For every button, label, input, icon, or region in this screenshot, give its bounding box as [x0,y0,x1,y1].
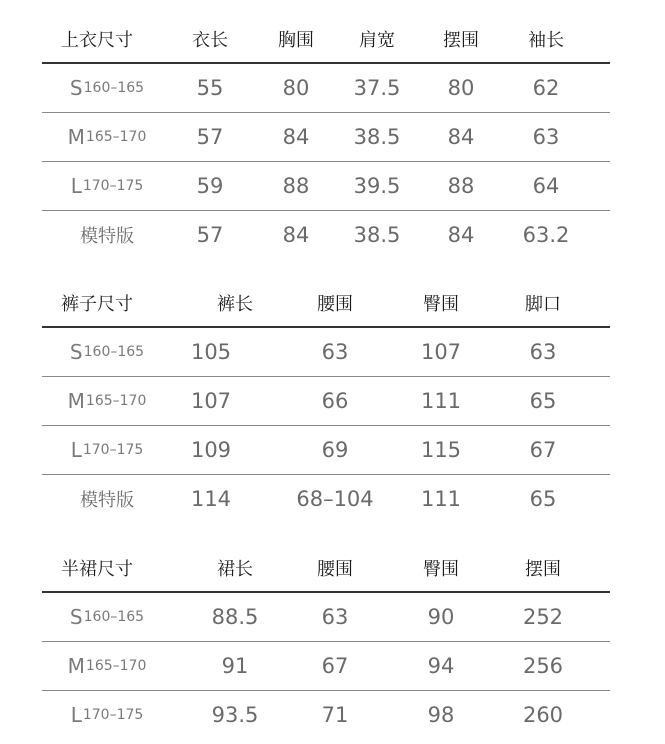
header-cell: 袖长 [528,30,564,51]
value-cell: 68–104 [296,487,374,511]
value-cell: 57 [196,125,224,149]
size-cell [42,691,172,739]
value-cell: 37.5 [353,76,401,100]
table-row [42,691,610,739]
skirt-header-row [42,545,610,593]
header-cell: 半裙尺寸 [61,559,133,580]
table-row [42,593,610,642]
value-cell: 67 [321,654,349,678]
size-letter: S [69,605,83,629]
value-cell: 65 [529,389,557,413]
size-letter: S [69,340,83,364]
top-header-row [42,16,610,64]
table-row [42,642,610,691]
skirt-size-table [42,545,610,739]
value-cell: 64 [532,174,560,198]
height-range: 165–170 [85,129,147,145]
header-cell: 臀围 [423,559,459,580]
size-cell [42,593,172,641]
value-cell: 88 [282,174,310,198]
value-cell: 55 [196,76,224,100]
value-cell: 90 [427,605,455,629]
value-cell: 65 [529,487,557,511]
header-cell: 腰围 [317,559,353,580]
header-cell: 衣长 [192,30,228,51]
value-cell: 256 [522,654,564,678]
table-row [42,426,610,475]
value-cell: 59 [196,174,224,198]
value-cell: 114 [190,487,232,511]
size-letter: S [69,76,83,100]
value-cell: 252 [522,605,564,629]
size-cell [42,328,172,376]
header-cell: 胸围 [278,30,314,51]
value-cell: 67 [529,438,557,462]
header-cell: 臀围 [423,294,459,315]
header-cell: 摆围 [443,30,479,51]
value-cell: 71 [321,703,349,727]
value-cell: 69 [321,438,349,462]
value-cell: 63 [321,340,349,364]
top-size-table [42,16,610,259]
model-version-label: 模特版 [80,226,134,247]
value-cell: 93.5 [211,703,259,727]
height-range: 160–165 [83,609,145,625]
value-cell: 260 [522,703,564,727]
value-cell: 57 [196,223,224,247]
size-letter: L [70,174,82,198]
height-range: 170–175 [82,442,144,458]
size-letter: L [70,703,82,727]
size-letter: L [70,438,82,462]
value-cell: 63.2 [522,223,570,247]
size-cell [42,113,172,161]
header-cell: 脚口 [525,294,561,315]
size-letter: M [67,389,85,413]
value-cell: 84 [447,125,475,149]
header-cell: 腰围 [317,294,353,315]
value-cell: 105 [190,340,232,364]
value-cell: 107 [190,389,232,413]
height-range: 160–165 [83,80,145,96]
value-cell: 63 [529,340,557,364]
value-cell: 38.5 [353,125,401,149]
value-cell: 94 [427,654,455,678]
value-cell: 62 [532,76,560,100]
value-cell: 111 [420,389,462,413]
size-cell [42,426,172,474]
value-cell: 84 [282,223,310,247]
pants-size-table [42,280,610,523]
table-row [42,113,610,162]
value-cell: 88.5 [211,605,259,629]
value-cell: 107 [420,340,462,364]
value-cell: 84 [447,223,475,247]
size-cell [42,64,172,112]
size-cell [42,642,172,690]
value-cell: 63 [321,605,349,629]
table-row [42,211,610,259]
table-row [42,64,610,113]
table-row [42,328,610,377]
value-cell: 115 [420,438,462,462]
header-cell: 裤子尺寸 [61,294,133,315]
value-cell: 63 [532,125,560,149]
value-cell: 39.5 [353,174,401,198]
header-cell: 上衣尺寸 [61,30,133,51]
pants-header-row [42,280,610,328]
value-cell: 111 [420,487,462,511]
height-range: 170–175 [82,707,144,723]
height-range: 160–165 [83,344,145,360]
table-row [42,475,610,523]
height-range: 170–175 [82,178,144,194]
header-cell: 摆围 [525,559,561,580]
height-range: 165–170 [85,658,147,674]
value-cell: 88 [447,174,475,198]
header-cell: 肩宽 [359,30,395,51]
value-cell: 38.5 [353,223,401,247]
value-cell: 109 [190,438,232,462]
header-cell: 裙长 [217,559,253,580]
value-cell: 66 [321,389,349,413]
value-cell: 84 [282,125,310,149]
height-range: 165–170 [85,393,147,409]
model-version-label: 模特版 [80,490,134,511]
size-letter: M [67,125,85,149]
size-cell [42,162,172,210]
value-cell: 80 [447,76,475,100]
table-row [42,162,610,211]
value-cell: 80 [282,76,310,100]
size-letter: M [67,654,85,678]
header-cell: 裤长 [217,294,253,315]
size-cell [42,377,172,425]
value-cell: 91 [221,654,249,678]
table-row [42,377,610,426]
value-cell: 98 [427,703,455,727]
